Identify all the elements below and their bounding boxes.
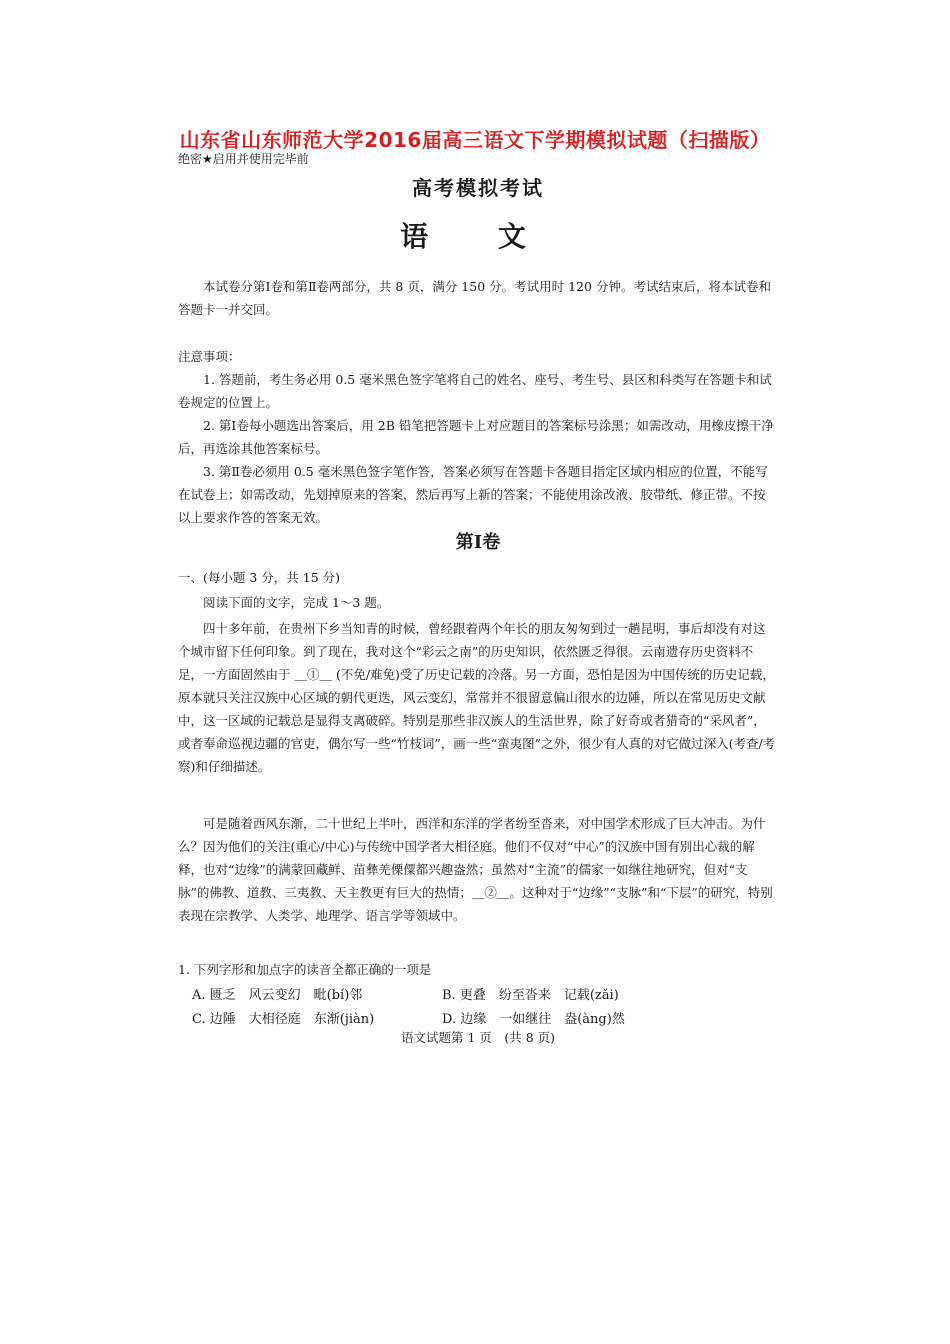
section-heading: 一、(每小题 3 分，共 15 分) [178, 570, 341, 585]
note-item: 3. 第Ⅱ卷必须用 0.5 毫米黑色签字笔作答，答案必须写在答题卡各题目指定区域内相应的位置，不能写在试卷上；如需改动，先划掉原来的答案，然后再写上新的答案；不能使用涂改液、胶带纸、修正带。不按以上要求作答的答案无效。 [178, 464, 768, 525]
option-d: D. 边缘 一如继往 盎(àng)然 [442, 1012, 625, 1027]
option-b: B. 更叠 纷至沓来 记载(zǎi) [442, 988, 619, 1003]
exam-title: 高考模拟考试 [412, 176, 544, 200]
option-c: C. 边陲 大相径庭 东渐(jiàn) [192, 1012, 375, 1027]
page-footer: 语文试题第 1 页 (共 8 页) [400, 1030, 556, 1045]
reading-instruction: 阅读下面的文字，完成 1～3 题。 [203, 595, 390, 610]
document-title: 山东省山东师范大学2016届高三语文下学期模拟试题（扫描版） [179, 128, 771, 152]
passage-paragraph: 四十多年前，在贵州下乡当知青的时候，曾经跟着两个年长的朋友匆匆到过一趟昆明，事后却没有对这个城市留下任何印象。到了现在，我对这个“彩云之南”的历史知识，依然匮乏得很。云南遗存历史资料不足，一方面固然由于 ＿①＿ (不免/难免)受了历史记载的冷落。另一方面，恐怕是因为中国传统的历史记载，原本就只关注汉族中心区域的朝代更迭，风云变幻，常常并不很留意偏山很水的边陲，所以在常见历史文献中，这一区域的记载总是显得支离破碎。特别是那些非汉族人的生活世界，除了好奇或者猎奇的“采风者”，或者奉命巡视边疆的官吏，偶尔写一些“竹枝词”，画一些“蛮夷图”之外，很少有人真的对它做过深入(考查/考察)和仔细描述。 [178, 621, 776, 774]
exam-intro: 本试卷分第Ⅰ卷和第Ⅱ卷两部分，共 8 页，满分 150 分。考试用时 120 分钟。考试结束后，将本试卷和答题卡一并交回。 [178, 279, 771, 317]
confidential-notice: 绝密★启用并使用完毕前 [178, 152, 309, 166]
question-1: 1. 下列字形和加点字的读音全都正确的一项是 [178, 962, 432, 977]
passage-paragraph: 可是随着西风东渐，二十世纪上半叶，西洋和东洋的学者纷至沓来，对中国学术形成了巨大冲击。为什么？因为他们的关注(重心/中心)与传统中国学者大相径庭。他们不仅对“中心”的汉族中国有别出心裁的解释，也对“边缘”的满蒙回藏鲜、苗彝羌傈僳都兴趣盎然；虽然对“主流”的儒家一如继往地研究，但对“支脉”的佛教、道教、三夷教、天主教更有巨大的热情；＿②＿。这种对于“边缘”“支脉”和“下层”的研究，特别表现在宗教学、人类学、地理学、语言学等领域中。 [178, 816, 773, 923]
note-item: 2. 第Ⅰ卷每小题选出答案后，用 2B 铅笔把答题卡上对应题目的答案标号涂黑；如需改动，用橡皮擦干净后，再选涂其他答案标号。 [178, 418, 774, 456]
subject-title: 语 文 [400, 220, 556, 253]
note-item: 1. 答题前，考生务必用 0.5 毫米黑色签字笔将自己的姓名、座号、考生号、县区和科类写在答题卡和试卷规定的位置上。 [178, 372, 772, 410]
option-a: A. 匮乏 风云变幻 毗(bí)邻 [192, 988, 363, 1003]
notes-heading: 注意事项： [178, 349, 241, 364]
volume-heading: 第Ⅰ卷 [455, 532, 501, 553]
